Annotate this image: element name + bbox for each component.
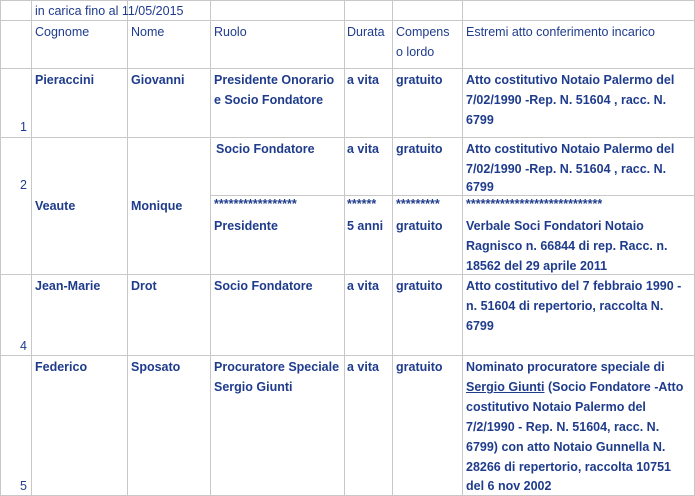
- cell-estremi-line7: del 6 nov 2002: [466, 479, 552, 493]
- cell-cognome: Veaute: [35, 199, 76, 213]
- row-index: 4: [20, 339, 27, 353]
- cell-durata-stars: ******: [347, 197, 377, 211]
- cell-durata: a vita: [347, 142, 379, 156]
- cell-compenso: gratuito: [396, 142, 443, 156]
- header-cognome: Cognome: [35, 25, 90, 39]
- grid-line: [210, 0, 211, 496]
- cell-estremi-line3: 6799: [466, 113, 494, 127]
- cell-cognome: Jean-Marie: [35, 279, 101, 293]
- cell-ruolo-stars: *****************: [214, 197, 297, 211]
- cell-estremi-line4: 7/2/1990 - Rep. N. 51604, racc. N.: [466, 420, 660, 434]
- cell-estremi-stars: ****************************: [466, 197, 603, 211]
- header-nome: Nome: [131, 25, 165, 39]
- cell-nome: Monique: [131, 199, 183, 213]
- cell-estremi-line2: n. 51604 di repertorio, raccolta N.: [466, 299, 664, 313]
- cell-durata: 5 anni: [347, 219, 384, 233]
- grid-line: [462, 0, 463, 496]
- grid-line: [344, 0, 345, 496]
- cell-ruolo: Socio Fondatore: [216, 142, 315, 156]
- cell-estremi-line1: Atto costitutivo del 7 febbraio 1990 -: [466, 279, 682, 293]
- grid-line: [392, 0, 393, 496]
- grid-line: [0, 137, 695, 138]
- cell-estremi-line3: 6799: [466, 180, 494, 194]
- cell-ruolo: Socio Fondatore: [214, 279, 313, 293]
- cell-nome: Sposato: [131, 360, 181, 374]
- cell-durata: a vita: [347, 279, 379, 293]
- cell-estremi-line2: 7/02/1990 -Rep. N. 51604 , racc. N.: [466, 93, 667, 107]
- cell-estremi-line3: 6799: [466, 319, 494, 333]
- cell-estremi-line3: costitutivo Notaio Palermo del: [466, 400, 646, 414]
- cell-estremi-line2-rest: (Socio Fondatore -Atto: [544, 380, 684, 394]
- grid-line: [0, 355, 695, 356]
- header-compenso-line2: o lordo: [396, 45, 435, 59]
- cell-estremi-line2: Ragnisco n. 66844 di rep. Racc. n.: [466, 239, 668, 253]
- cell-estremi-line6: 28266 di repertorio, raccolta 10751: [466, 460, 671, 474]
- cell-estremi-line1: Atto costitutivo Notaio Palermo del: [466, 73, 675, 87]
- grid-line: [0, 68, 695, 69]
- cell-compenso: gratuito: [396, 360, 443, 374]
- header-compenso-line1: Compens: [396, 25, 450, 39]
- row-index: 5: [20, 479, 27, 493]
- grid-line: [0, 0, 1, 496]
- cell-ruolo-line1: Procuratore Speciale: [214, 360, 340, 374]
- cell-ruolo: Presidente: [214, 219, 278, 233]
- cell-compenso: gratuito: [396, 219, 443, 233]
- cell-estremi-line3: 18562 del 29 aprile 2011: [466, 259, 608, 273]
- cell-estremi-line5: 6799) con atto Notaio Gunnella N.: [466, 440, 666, 454]
- grid-line: [31, 0, 32, 496]
- cell-nome: Drot: [131, 279, 157, 293]
- cell-estremi-line2: [466, 377, 683, 397]
- cell-estremi-line1: Nominato procuratore speciale di: [466, 360, 665, 374]
- row-index: 1: [20, 120, 27, 134]
- header-ruolo: Ruolo: [214, 25, 247, 39]
- cell-compenso: gratuito: [396, 279, 443, 293]
- validity-note: in carica fino al 11/05/2015: [35, 4, 184, 18]
- cell-compenso: gratuito: [396, 73, 443, 87]
- cell-cognome: Federico: [35, 360, 88, 374]
- cell-durata: a vita: [347, 73, 379, 87]
- header-durata: Durata: [347, 25, 385, 39]
- cell-compenso-stars: *********: [396, 197, 440, 211]
- cell-ruolo-line2: e Socio Fondatore: [214, 93, 324, 107]
- cell-nome: Giovanni: [131, 73, 185, 87]
- cell-estremi-line1: Atto costitutivo Notaio Palermo del: [466, 142, 675, 156]
- cell-durata: a vita: [347, 360, 379, 374]
- cell-ruolo-line1: Presidente Onorario: [214, 73, 335, 87]
- sergio-giunti-link[interactable]: Sergio Giunti: [466, 380, 545, 394]
- cell-estremi-line1: Verbale Soci Fondatori Notaio: [466, 219, 644, 233]
- grid-line: [127, 0, 128, 496]
- row-index: 2: [20, 178, 27, 192]
- cell-ruolo-line2: Sergio Giunti: [214, 380, 293, 394]
- cell-cognome: Pieraccini: [35, 73, 95, 87]
- header-estremi: Estremi atto conferimento incarico: [466, 25, 655, 39]
- cell-estremi-line2: 7/02/1990 -Rep. N. 51604 , racc. N.: [466, 162, 667, 176]
